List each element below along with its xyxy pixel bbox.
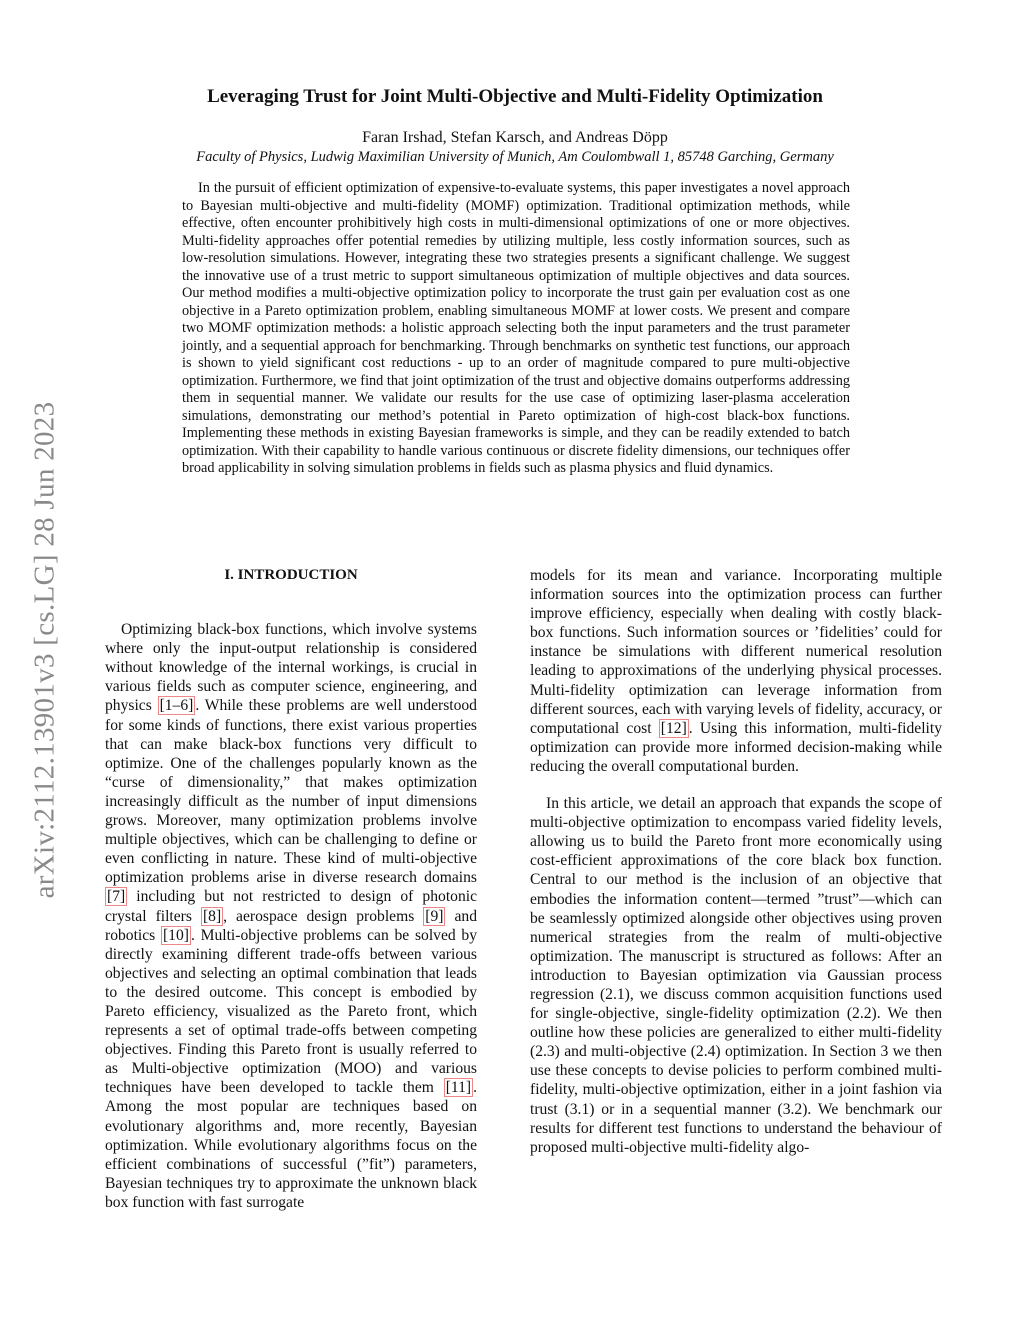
intro-paragraph-continued bbox=[530, 566, 942, 776]
citation-link[interactable] bbox=[158, 696, 196, 715]
text-run: , aerospace design problems bbox=[223, 907, 424, 925]
author-list: Faran Irshad, Stefan Karsch, and Andreas Döpp bbox=[362, 129, 668, 146]
citation-text: [10] bbox=[162, 926, 189, 944]
citation-link[interactable] bbox=[105, 887, 127, 906]
text-run: and robotics bbox=[105, 907, 477, 944]
text-run: . Multi-objective problems can be solved by directly examining different trade-offs between various objectives and selecting an optimal combination that leads to the desired outcome. This concept is embodied by Pareto efficiency, visualized as the Pareto front, which represents a set of optimal trade-offs between competing objectives. Finding this Pareto front is usually referred to as Multi-objective optimization (MOO) and various techniques have been developed to tackle them bbox=[105, 926, 477, 1097]
citation-link[interactable] bbox=[659, 719, 689, 738]
intro-paragraph-1 bbox=[105, 620, 477, 1212]
arxiv-identifier-text: arXiv:2112.13901v3 [cs.LG] 28 Jun 2023 bbox=[28, 401, 61, 899]
left-column bbox=[105, 562, 477, 1212]
intro-paragraph-2: In this article, we detail an approach that expands the scope of multi-objective optimization to encompass varied fidelity levels, allowing us to build the Pareto front more economically using cost-efficient approximations of the core black box function. Central to our method is the inclusion of an objective that embodies the information content—termed ”trust”—which can be seamlessly optimized alongside other objectives using proven numerical strategies from the realm of multi-objective optimization. The manuscript is structured as follows: After an introduction to Bayesian optimization via Gaussian process regression (2.1), we discuss common acquisition functions used for single-objective, single-fidelity optimization (2.2). We then outline how these policies are generalized to either multi-fidelity (2.3) and multi-objective (2.4) optimization. In Section 3 we then use these concepts to devise policies to perform combined multi-fidelity, multi-objective optimization, either in a joint fashion via trust (3.1) or in a sequential manner (3.2). We benchmark our results for different test functions to understand the behaviour of proposed multi-objective multi-fidelity algo- bbox=[530, 795, 942, 1156]
citation-text: [8] bbox=[202, 907, 222, 925]
affiliation: Faculty of Physics, Ludwig Maximilian University of Munich, Am Coulombwall 1, 85748 Garching, Germany bbox=[196, 149, 834, 165]
citation-text: [9] bbox=[425, 907, 444, 925]
text-run: Optimizing black-box functions, which involve systems where only the input-output relationship is considered without knowledge of the internal workings, is crucial in various fields such as computer science, engineering, and physics bbox=[105, 621, 477, 715]
abstract: In the pursuit of efficient optimization of expensive-to-evaluate systems, this paper investigates a novel approach to Bayesian multi-objective and multi-fidelity (MOMF) optimization. Traditional optimization methods, while effective, often encounter prohibitively high costs in multi-dimensional optimizations of one or more objectives. Multi-fidelity approaches offer potential remedies by utilizing multiple, less costly information sources, such as low-resolution simulations. However, integrating these two strategies presents a significant challenge. We suggest the innovative use of a trust metric to support simultaneous optimization of multiple objectives and data sources. Our method modifies a multi-objective optimization policy to incorporate the trust gain per evaluation cost as one objective in a Pareto optimization problem, enabling simultaneous MOMF at lower costs. We present and compare two MOMF optimization methods: a holistic approach selecting both the input parameters and the trust parameter jointly, and a sequential approach for benchmarking. Through benchmarks on synthetic test functions, our approach is shown to yield significant cost reductions - up to an order of magnitude compared to pure multi-objective optimization. Furthermore, we find that joint optimization of the trust and objective domains outperforms addressing them in sequential manner. We validate our results for the use case of optimizing laser-plasma acceleration simulations, demonstrating our method’s potential in Pareto optimization of high-cost black-box functions. Implementing these methods in existing Bayesian frameworks is simple, and they can be readily extended to batch optimization. With their capability to handle various continuous or discrete fidelity dimensions, our techniques offer broad applicability in solving simulation problems in fields such as plasma physics and fluid dynamics. bbox=[182, 180, 850, 476]
text-run: . While these problems are well understood for some kinds of functions, there exist various properties that can make black-box functions very difficult to optimize. One of the challenges popularly known as the “curse of dimensionality,” that makes optimization increasingly difficult as the number of input dimensions grows. Moreover, many optimization problems involve multiple objectives, which can be challenging to define or even conflicting in nature. These kind of multi-objective optimization problems arise in diverse research domains bbox=[105, 697, 477, 887]
citation-text: [12] bbox=[660, 719, 687, 737]
text-run: including but not restricted to design of photonic crystal filters bbox=[105, 888, 477, 925]
citation-link[interactable] bbox=[444, 1078, 473, 1097]
text-run: . Using this information, multi-fidelity optimization can provide more informed decision-making while reducing the overall computational burden. bbox=[530, 719, 943, 775]
citation-link[interactable] bbox=[161, 926, 191, 945]
right-column bbox=[530, 566, 942, 1157]
citation-text: [1–6] bbox=[159, 697, 194, 715]
citation-text: [11] bbox=[445, 1079, 472, 1097]
arxiv-identifier bbox=[30, 360, 60, 940]
text-run: models for its mean and variance. Incorporating multiple information sources into the optimization process can further improve efficiency, especially when dealing with costly black-box functions. Such information sources or ’fidelities’ could for instance be simulations with different numerical resolution leading to approximations of the underlying physical processes. Multi-fidelity optimization can leverage information from different sources, each with varying levels of fidelity, accuracy, or computational cost bbox=[530, 567, 942, 737]
text-run: . Among the most popular are techniques based on evolutionary algorithms and, more recently, Bayesian optimization. While evolutionary algorithms focus on the efficient combinations of successful (”fit”) parameters, Bayesian techniques try to approximate the unknown black box function with fast surrogate bbox=[105, 1079, 477, 1211]
section-heading: I. INTRODUCTION bbox=[224, 567, 358, 583]
citation-link[interactable] bbox=[201, 907, 223, 926]
citation-text: [7] bbox=[107, 888, 126, 906]
paper-title: Leveraging Trust for Joint Multi-Objective and Multi-Fidelity Optimization bbox=[207, 86, 823, 107]
citation-link[interactable] bbox=[423, 907, 445, 926]
